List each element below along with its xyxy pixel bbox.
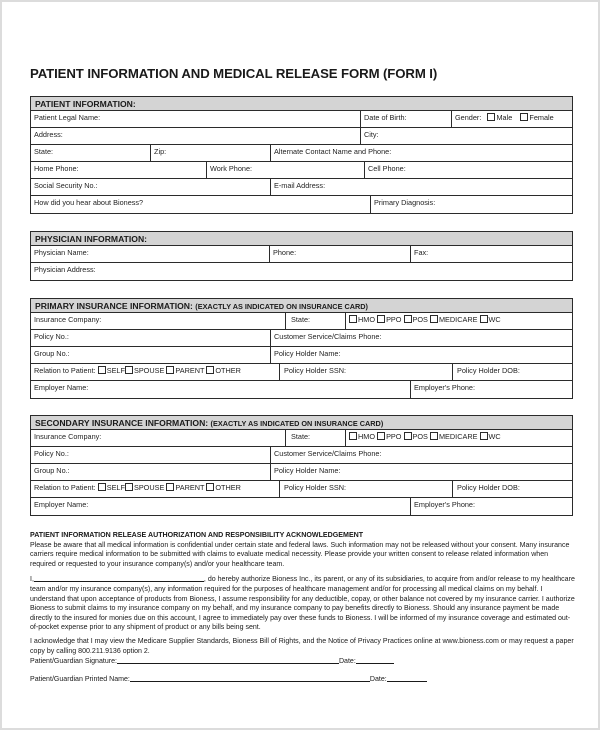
patient-row-2 <box>31 128 572 145</box>
plan-ppo-checkbox[interactable]: PPO <box>377 432 401 441</box>
policy-holder-ssn-field[interactable]: Policy Holder SSN: <box>279 481 452 497</box>
signature-line: Patient/Guardian Signature: Date: <box>30 655 394 665</box>
referral-source-field[interactable]: How did you hear about Bioness? <box>34 198 144 207</box>
cell-phone-field[interactable]: Cell Phone: <box>364 162 572 178</box>
section-header: PHYSICIAN INFORMATION: <box>31 232 572 246</box>
checkbox-icon <box>206 366 214 374</box>
relation-spouse-checkbox[interactable]: SPOUSE <box>125 483 164 492</box>
form-title: PATIENT INFORMATION AND MEDICAL RELEASE FORM (FORM I) <box>30 66 438 81</box>
secondary-row-5 <box>31 498 572 515</box>
signature-date-field[interactable] <box>356 655 394 664</box>
address-field[interactable]: Address: <box>34 130 63 139</box>
insurance-company-field[interactable]: Insurance Company: <box>34 432 102 441</box>
employer-phone-field[interactable]: Employer's Phone: <box>410 498 572 515</box>
checkbox-icon <box>166 366 174 374</box>
checkbox-icon <box>98 483 106 491</box>
employer-phone-field[interactable]: Employer's Phone: <box>410 381 572 398</box>
plan-type-options <box>345 313 572 329</box>
relation-other-checkbox[interactable]: OTHER <box>206 366 241 375</box>
insurance-state-field[interactable]: State: <box>285 430 345 446</box>
primary-diagnosis-field[interactable]: Primary Diagnosis: <box>370 196 572 213</box>
policy-holder-dob-field[interactable]: Policy Holder DOB: <box>452 364 572 380</box>
patient-name-blank[interactable] <box>34 573 204 582</box>
physician-fax-field[interactable]: Fax: <box>410 246 572 262</box>
gender-female-checkbox[interactable]: Female <box>520 113 553 122</box>
signature-field[interactable] <box>117 655 339 664</box>
printed-name-field[interactable] <box>130 673 370 682</box>
secondary-row-4 <box>31 481 572 498</box>
claims-phone-field[interactable]: Customer Service/Claims Phone: <box>270 330 572 346</box>
secondary-row-2 <box>31 447 572 464</box>
policy-holder-ssn-field[interactable]: Policy Holder SSN: <box>279 364 452 380</box>
dob-field[interactable]: Date of Birth: <box>360 111 451 127</box>
authorization-paragraph: I, , do hereby authorize Bioness Inc., its parent, or any of its subsidiaries, to acquire from and/or release to my healthcare team and/or my insurance company(s), any information required for the purposes of healthcare management and/or for processing all medical claims on my behalf. I understand that upon acceptance of products from Bioness, I assume responsibility for any deductible, copay, or other balance not covered by my insurance carrier. I authorize Bioness to submit claims to my insurance company on my behalf, and my insurance company to pay benefits directly to Bioness. Should any insurance payment be made directly to the insured for monies due on this account, I agree to immediately pay over these funds to Bioness. I will be informed of my insurance coverage and estimated out-of-pocket expense prior to any shipment of product or any bills being sent. <box>30 573 575 633</box>
plan-pos-checkbox[interactable]: POS <box>404 432 428 441</box>
primary-row-5 <box>31 381 572 398</box>
plan-wc-checkbox[interactable]: WC <box>480 315 501 324</box>
secondary-row-3 <box>31 464 572 481</box>
checkbox-icon <box>404 315 412 323</box>
checkbox-icon <box>125 366 133 374</box>
city-field[interactable]: City: <box>360 128 572 144</box>
printed-name-line: Patient/Guardian Printed Name: Date: <box>30 673 427 683</box>
secondary-row-1 <box>31 430 572 447</box>
checkbox-icon <box>480 432 488 440</box>
relation-to-patient-field: Relation to Patient: SELF SPOUSE PARENT OTHER <box>34 366 241 375</box>
checkbox-icon <box>430 432 438 440</box>
policy-number-field[interactable]: Policy No.: <box>34 332 69 341</box>
relation-parent-checkbox[interactable]: PARENT <box>166 483 204 492</box>
checkbox-icon <box>487 113 495 121</box>
relation-other-checkbox[interactable]: OTHER <box>206 483 241 492</box>
checkbox-icon <box>206 483 214 491</box>
patient-row-6 <box>31 196 572 213</box>
plan-medicare-checkbox[interactable]: MEDICARE <box>430 432 478 441</box>
checkbox-icon <box>98 366 106 374</box>
home-phone-field[interactable]: Home Phone: <box>34 164 79 173</box>
printed-name-date-field[interactable] <box>387 673 427 682</box>
checkbox-icon <box>404 432 412 440</box>
checkbox-icon <box>520 113 528 121</box>
checkbox-icon <box>480 315 488 323</box>
work-phone-field[interactable]: Work Phone: <box>206 162 364 178</box>
checkbox-icon <box>349 315 357 323</box>
plan-pos-checkbox[interactable]: POS <box>404 315 428 324</box>
physician-address-field[interactable]: Physician Address: <box>34 265 96 274</box>
physician-name-field[interactable]: Physician Name: <box>34 248 89 257</box>
gender-field <box>451 111 572 127</box>
confidentiality-paragraph: Please be aware that all medical information is confidential under certain state and federal laws. Such information may not be released without your consent. Many insurance carriers require medical information to be submitted with claims to evaluate medical necessity. Please provide your written consent to release related information when required or requested to your insurance company(s) and/or your healthcare team. <box>30 541 570 568</box>
patient-row-3 <box>31 145 572 162</box>
patient-row-5 <box>31 179 572 196</box>
gender-label: Gender: <box>455 113 482 122</box>
acknowledgement-paragraph: I acknowledge that I may view the Medicare Supplier Standards, Bioness Bill of Rights, and the Notice of Privacy Practices online at www.bioness.com or may request a paper copy by calling 800.211.9136 option 2. <box>30 637 574 655</box>
checkbox-icon <box>430 315 438 323</box>
email-field[interactable]: E-mail Address: <box>270 179 572 195</box>
physician-row-1 <box>31 246 572 263</box>
group-number-field[interactable]: Group No.: <box>34 349 70 358</box>
checkbox-icon <box>377 432 385 440</box>
physician-information-section <box>30 231 573 281</box>
authorization-heading: PATIENT INFORMATION RELEASE AUTHORIZATION AND RESPONSIBILITY ACKNOWLEDGEMENT <box>30 531 364 539</box>
claims-phone-field[interactable]: Customer Service/Claims Phone: <box>270 447 572 463</box>
insurance-company-field[interactable]: Insurance Company: <box>34 315 102 324</box>
policy-holder-name-field[interactable]: Policy Holder Name: <box>270 464 572 480</box>
section-header: SECONDARY INSURANCE INFORMATION: (EXACTLY AS INDICATED ON INSURANCE CARD) <box>31 416 572 430</box>
insurance-state-field[interactable]: State: <box>285 313 345 329</box>
section-header: PATIENT INFORMATION: <box>31 97 572 111</box>
plan-medicare-checkbox[interactable]: MEDICARE <box>430 315 478 324</box>
primary-insurance-section <box>30 298 573 399</box>
checkbox-icon <box>125 483 133 491</box>
checkbox-icon <box>349 432 357 440</box>
primary-row-4 <box>31 364 572 381</box>
plan-wc-checkbox[interactable]: WC <box>480 432 501 441</box>
relation-self-checkbox[interactable]: SELF <box>98 366 125 375</box>
zip-field[interactable]: Zip: <box>150 145 270 161</box>
group-number-field[interactable]: Group No.: <box>34 466 70 475</box>
plan-hmo-checkbox[interactable]: HMO <box>349 432 375 441</box>
relation-to-patient-field: Relation to Patient: SELF SPOUSE PARENT OTHER <box>34 483 241 492</box>
state-field[interactable]: State: <box>34 147 54 156</box>
policy-holder-name-field[interactable]: Policy Holder Name: <box>270 347 572 363</box>
patient-legal-name-field[interactable]: Patient Legal Name: <box>34 113 101 122</box>
plan-type-options <box>345 430 572 446</box>
patient-information-section <box>30 96 573 214</box>
primary-row-1 <box>31 313 572 330</box>
plan-hmo-checkbox[interactable]: HMO <box>349 315 375 324</box>
primary-row-2 <box>31 330 572 347</box>
employer-name-field[interactable]: Employer Name: <box>34 500 89 509</box>
physician-row-2 <box>31 263 572 280</box>
checkbox-icon <box>377 315 385 323</box>
gender-male-checkbox[interactable]: Male <box>487 113 512 122</box>
checkbox-icon <box>166 483 174 491</box>
physician-phone-field[interactable]: Phone: <box>269 246 410 262</box>
secondary-insurance-section <box>30 415 573 516</box>
relation-parent-checkbox[interactable]: PARENT <box>166 366 204 375</box>
section-header: PRIMARY INSURANCE INFORMATION: (EXACTLY AS INDICATED ON INSURANCE CARD) <box>31 299 572 313</box>
ssn-field[interactable]: Social Security No.: <box>34 181 98 190</box>
alternate-contact-field[interactable]: Alternate Contact Name and Phone: <box>270 145 572 161</box>
policy-number-field[interactable]: Policy No.: <box>34 449 69 458</box>
employer-name-field[interactable]: Employer Name: <box>34 383 89 392</box>
primary-row-3 <box>31 347 572 364</box>
plan-ppo-checkbox[interactable]: PPO <box>377 315 401 324</box>
authorization-text <box>30 531 575 656</box>
patient-row-1 <box>31 111 572 128</box>
relation-spouse-checkbox[interactable]: SPOUSE <box>125 366 164 375</box>
patient-row-4 <box>31 162 572 179</box>
relation-self-checkbox[interactable]: SELF <box>98 483 125 492</box>
policy-holder-dob-field[interactable]: Policy Holder DOB: <box>452 481 572 497</box>
